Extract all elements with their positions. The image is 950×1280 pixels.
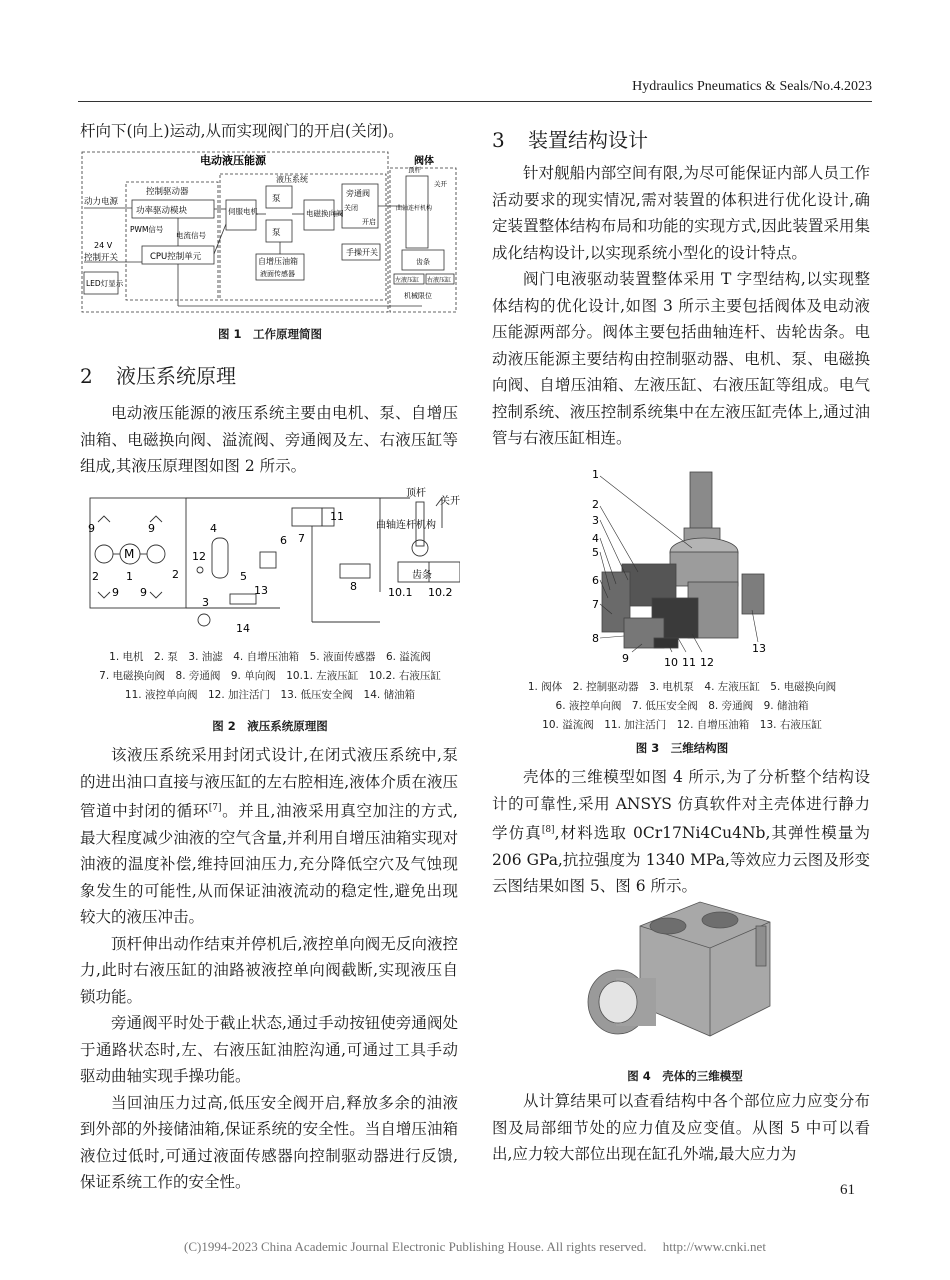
fig1-current-signal: 电流信号 (176, 231, 206, 240)
fig2-n2b: 2 (172, 568, 179, 581)
fig3-num-10: 10 (664, 656, 678, 669)
header-rule (78, 101, 872, 102)
fig3-num-4: 4 (592, 532, 599, 545)
fig1-hyd-system: 液压系统 (276, 175, 308, 184)
left-column (80, 118, 458, 145)
paragraph-3-3 (492, 764, 870, 900)
section-2-intro (80, 400, 458, 480)
fig1-title: 电动液压能源 (200, 154, 266, 167)
section-3-analysis (492, 764, 870, 900)
fig2-n8: 8 (350, 580, 357, 593)
ref-8[interactable]: [8] (541, 825, 555, 835)
figure-2-legend-line-3: 11. 液控单向阀 12. 加注活门 13. 低压安全阀 14. 储油箱 (124, 689, 416, 701)
fig1-bypass: 旁通阀 (346, 189, 370, 198)
paragraph-3-4: 从计算结果可以查看结构中各个部位应力应变分布图及局部细节处的应力值及应变值。从图 5 中可以看出,应力较大部位出现在缸孔外端,最大应力为 (492, 1092, 870, 1163)
paragraph-2-4: 旁通阀平时处于截止状态,通过手动按钮使旁通阀处于通路状态时,左、右液压缸油腔沟通,可通过工具手动驱动曲轴实现手操功能。 (80, 1014, 458, 1086)
fig1-hand-switch: 手操开关 (346, 248, 378, 257)
figure-3-legend-line-3: 10. 溢流阀 11. 加注活门 12. 自增压油箱 13. 右液压缸 (542, 719, 822, 731)
paragraph-3-1: 针对舰船内部空间有限,为尽可能保证内部人员工作活动要求的现实情况,需对装置的体积进行优化设计,确定装置整体结构布局和功能的实现方式,因此装置采用集成化结构设计,以实现系统小型化的设计特点。 (492, 164, 870, 262)
fig3-num-9: 9 (622, 652, 629, 665)
fig1-close: 关闭 (344, 204, 358, 212)
fig3-num-11: 11 (682, 656, 696, 669)
figure-3-legend-line-1: 1. 阀体 2. 控制驱动器 3. 电机泵 4. 左液压缸 5. 电磁换向阀 (527, 681, 837, 693)
fig1-pwm-signal: PWM信号 (130, 225, 164, 234)
fig2-n6: 6 (280, 534, 287, 547)
fig2-n9a: 9 (88, 522, 95, 535)
fig2-n11: 11 (330, 510, 344, 523)
fig2-n7: 7 (298, 532, 305, 545)
section-3-heading (492, 128, 870, 152)
fig1-open: 开启 (362, 218, 376, 226)
fig2-n102: 10.2 (428, 586, 453, 599)
figure-2-legend-line-2: 7. 电磁换向阀 8. 旁通阀 9. 单向阀 10.1. 左液压缸 10.2. 右液压缸 (99, 670, 441, 682)
figure-3-model (492, 468, 872, 670)
section-3-title: 装置结构设计 (528, 128, 648, 152)
fig2-n1: 1 (126, 570, 133, 583)
section-3-body (492, 160, 870, 452)
fig1-valve-title: 阀体 (414, 156, 434, 167)
figure-2-caption: 图 2 液压系统原理图 (212, 719, 328, 733)
fig1-pump2: 泵 (272, 228, 281, 238)
fig2-n4: 4 (210, 522, 217, 535)
figure-2-legend-line-1: 1. 电机 2. 泵 3. 油滤 4. 自增压油箱 5. 液面传感器 6. 溢流阀 (109, 651, 431, 663)
section-3-number: 3 (492, 128, 505, 152)
fig1-servo: 伺服电机 (228, 207, 258, 216)
fig2-n12: 12 (192, 550, 206, 563)
section-2-body (80, 742, 458, 1196)
paragraph-3-3-b: ,材料选取 0Cr17Ni4Cu4Nb,其弹性模量为 206 GPa,抗拉强度为 1340 MPa,等效应力云图及形变云图结果如图 5、图 6 所示。 (492, 824, 870, 896)
fig3-num-7: 7 (592, 598, 599, 611)
fig1-rack: 齿条 (416, 258, 430, 266)
figure-3 (492, 468, 872, 758)
fig1-ctrl-switch: 控制开关 (84, 253, 119, 263)
paragraph-3-3-a: 壳体的三维模型如图 4 所示,为了分析整个结构设计的可靠性,采用 ANSYS 仿真软件对主壳体进行静力学仿真 (492, 768, 870, 843)
fig2-crank: 曲轴连杆机构 (376, 520, 436, 531)
figure-1-caption: 图 1 工作原理简图 (217, 327, 322, 341)
fig2-n101: 10.1 (388, 586, 413, 599)
figure-1-diagram (80, 150, 460, 320)
fig1-24v: 24 V (94, 241, 113, 250)
fig2-n2a: 2 (92, 570, 99, 583)
fig1-driver: 控制驱动器 (146, 187, 189, 197)
journal-header: Hydraulics Pneumatics & Seals/No.4.2023 (632, 79, 872, 94)
fig1-power: 动力电源 (84, 197, 119, 207)
fig1-mech-limit: 机械限位 (404, 292, 432, 300)
fig2-onoff: 关开 (440, 496, 460, 507)
fig1-crank: 曲轴连杆机构 (396, 205, 433, 212)
fig3-num-2: 2 (592, 498, 599, 511)
fig1-tank: 自增压油箱 (258, 257, 298, 266)
paragraph-2-1: 电动液压能源的液压系统主要由电机、泵、自增压油箱、电磁换向阀、溢流阀、旁通阀及左、右液压缸等组成,其液压原理图如图 2 所示。 (80, 404, 458, 475)
paragraph-2-2-a: 该液压系统采用封闭式设计,在闭式液压系统中,泵的进出油口直接与液压缸的左右腔相连,液体介质在液压管道中封闭的循环 (80, 746, 458, 821)
fig2-n9d: 9 (140, 586, 147, 599)
fig3-num-8: 8 (592, 632, 599, 645)
paragraph-2-2 (80, 742, 458, 931)
paragraph-3-2: 阀门电液驱动装置整体采用 T 字型结构,以实现整体结构的优化设计,如图 3 所示主要包括阀体及电动液压能源两部分。阀体主要包括曲轴连杆、齿轮齿条。电动液压能源主要结构由控制驱动器、电机、泵、电磁换向阀、自增压油箱、左液压缸、右液压缸等组成。电气控制系统、液压控制系统集中在左液压缸壳体上,通过油管与右液压缸相连。 (492, 270, 870, 447)
fig2-n13: 13 (254, 584, 268, 597)
fig2-n5: 5 (240, 570, 247, 583)
fig3-num-1: 1 (592, 468, 599, 481)
fig1-sensor: 液面传感器 (260, 270, 295, 278)
fig1-pwm-module: 功率驱动模块 (136, 206, 188, 216)
figure-3-legend-line-2: 6. 液控单向阀 7. 低压安全阀 8. 旁通阀 9. 储油箱 (555, 700, 809, 712)
figure-4-caption: 图 4 壳体的三维模型 (627, 1069, 743, 1083)
fig1-cpu: CPU控制单元 (150, 252, 202, 262)
fig2-n9c: 9 (112, 586, 119, 599)
figure-3-legend (492, 678, 872, 735)
fig2-n9b: 9 (148, 522, 155, 535)
figure-4-model (580, 896, 790, 1046)
fig1-left-cyl: 左液压缸 (395, 277, 420, 284)
section-2-heading (80, 364, 458, 388)
paragraph-top: 杆向下(向上)运动,从而实现阀门的开启(关闭)。 (80, 122, 404, 140)
paragraph-2-3: 顶杆伸出动作结束并停机后,液控单向阀无反向液控力,此时右液压缸的油路被液控单向阀截断,实现液压自锁功能。 (80, 934, 458, 1006)
figure-4 (580, 896, 790, 1086)
figure-2 (80, 482, 460, 740)
fig3-num-13: 13 (752, 642, 766, 655)
fig2-n3: 3 (202, 596, 209, 609)
copyright-footer: (C)1994-2023 China Academic Journal Electronic Publishing House. All rights reserved. http://www.cnki.net (184, 1239, 766, 1254)
fig1-rod: 顶杆 (408, 166, 421, 174)
fig3-num-3: 3 (592, 514, 599, 527)
fig1-onoff: 关开 (434, 180, 447, 188)
page-number: 61 (840, 1182, 855, 1198)
figure-3-caption: 图 3 三维结构图 (635, 741, 729, 755)
figure-1 (80, 150, 460, 350)
fig3-num-5: 5 (592, 546, 599, 559)
paragraph-2-5: 当回油压力过高,低压安全阀开启,释放多余的油液到外部的外接储油箱,保证系统的安全性。当自增压油箱液位过低时,可通过液面传感器向控制驱动器进行反馈,保证系统工作的安全性。 (80, 1093, 458, 1192)
fig2-motor: M (124, 547, 135, 561)
fig2-n14: 14 (236, 622, 250, 635)
fig1-led: LED灯显示 (86, 279, 124, 288)
paragraph-2-2-b: 。并且,油液采用真空加注的方式,最大程度减少油液的空气含量,并利用自增压油箱实现对油液的温度补偿,维持回油压力,充分降低空穴及气蚀现象发生的可能性,从而保证油液流动的稳定性,避免出现较大的液压冲击。 (80, 802, 458, 927)
fig1-right-cyl: 右液压缸 (427, 277, 452, 284)
section-2-number: 2 (80, 364, 93, 388)
fig1-solenoid-valve: 电磁换向阀 (306, 209, 344, 218)
ref-7[interactable]: [7] (208, 803, 222, 813)
section-3-results (492, 1088, 870, 1168)
fig3-num-12: 12 (700, 656, 714, 669)
fig1-pump1: 泵 (272, 194, 281, 204)
fig2-rack: 齿条 (412, 570, 432, 581)
section-2-title: 液压系统原理 (116, 364, 236, 388)
fig3-num-6: 6 (592, 574, 599, 587)
fig2-rod: 顶杆 (406, 488, 426, 499)
figure-2-diagram (80, 482, 460, 642)
figure-2-legend (80, 648, 460, 705)
